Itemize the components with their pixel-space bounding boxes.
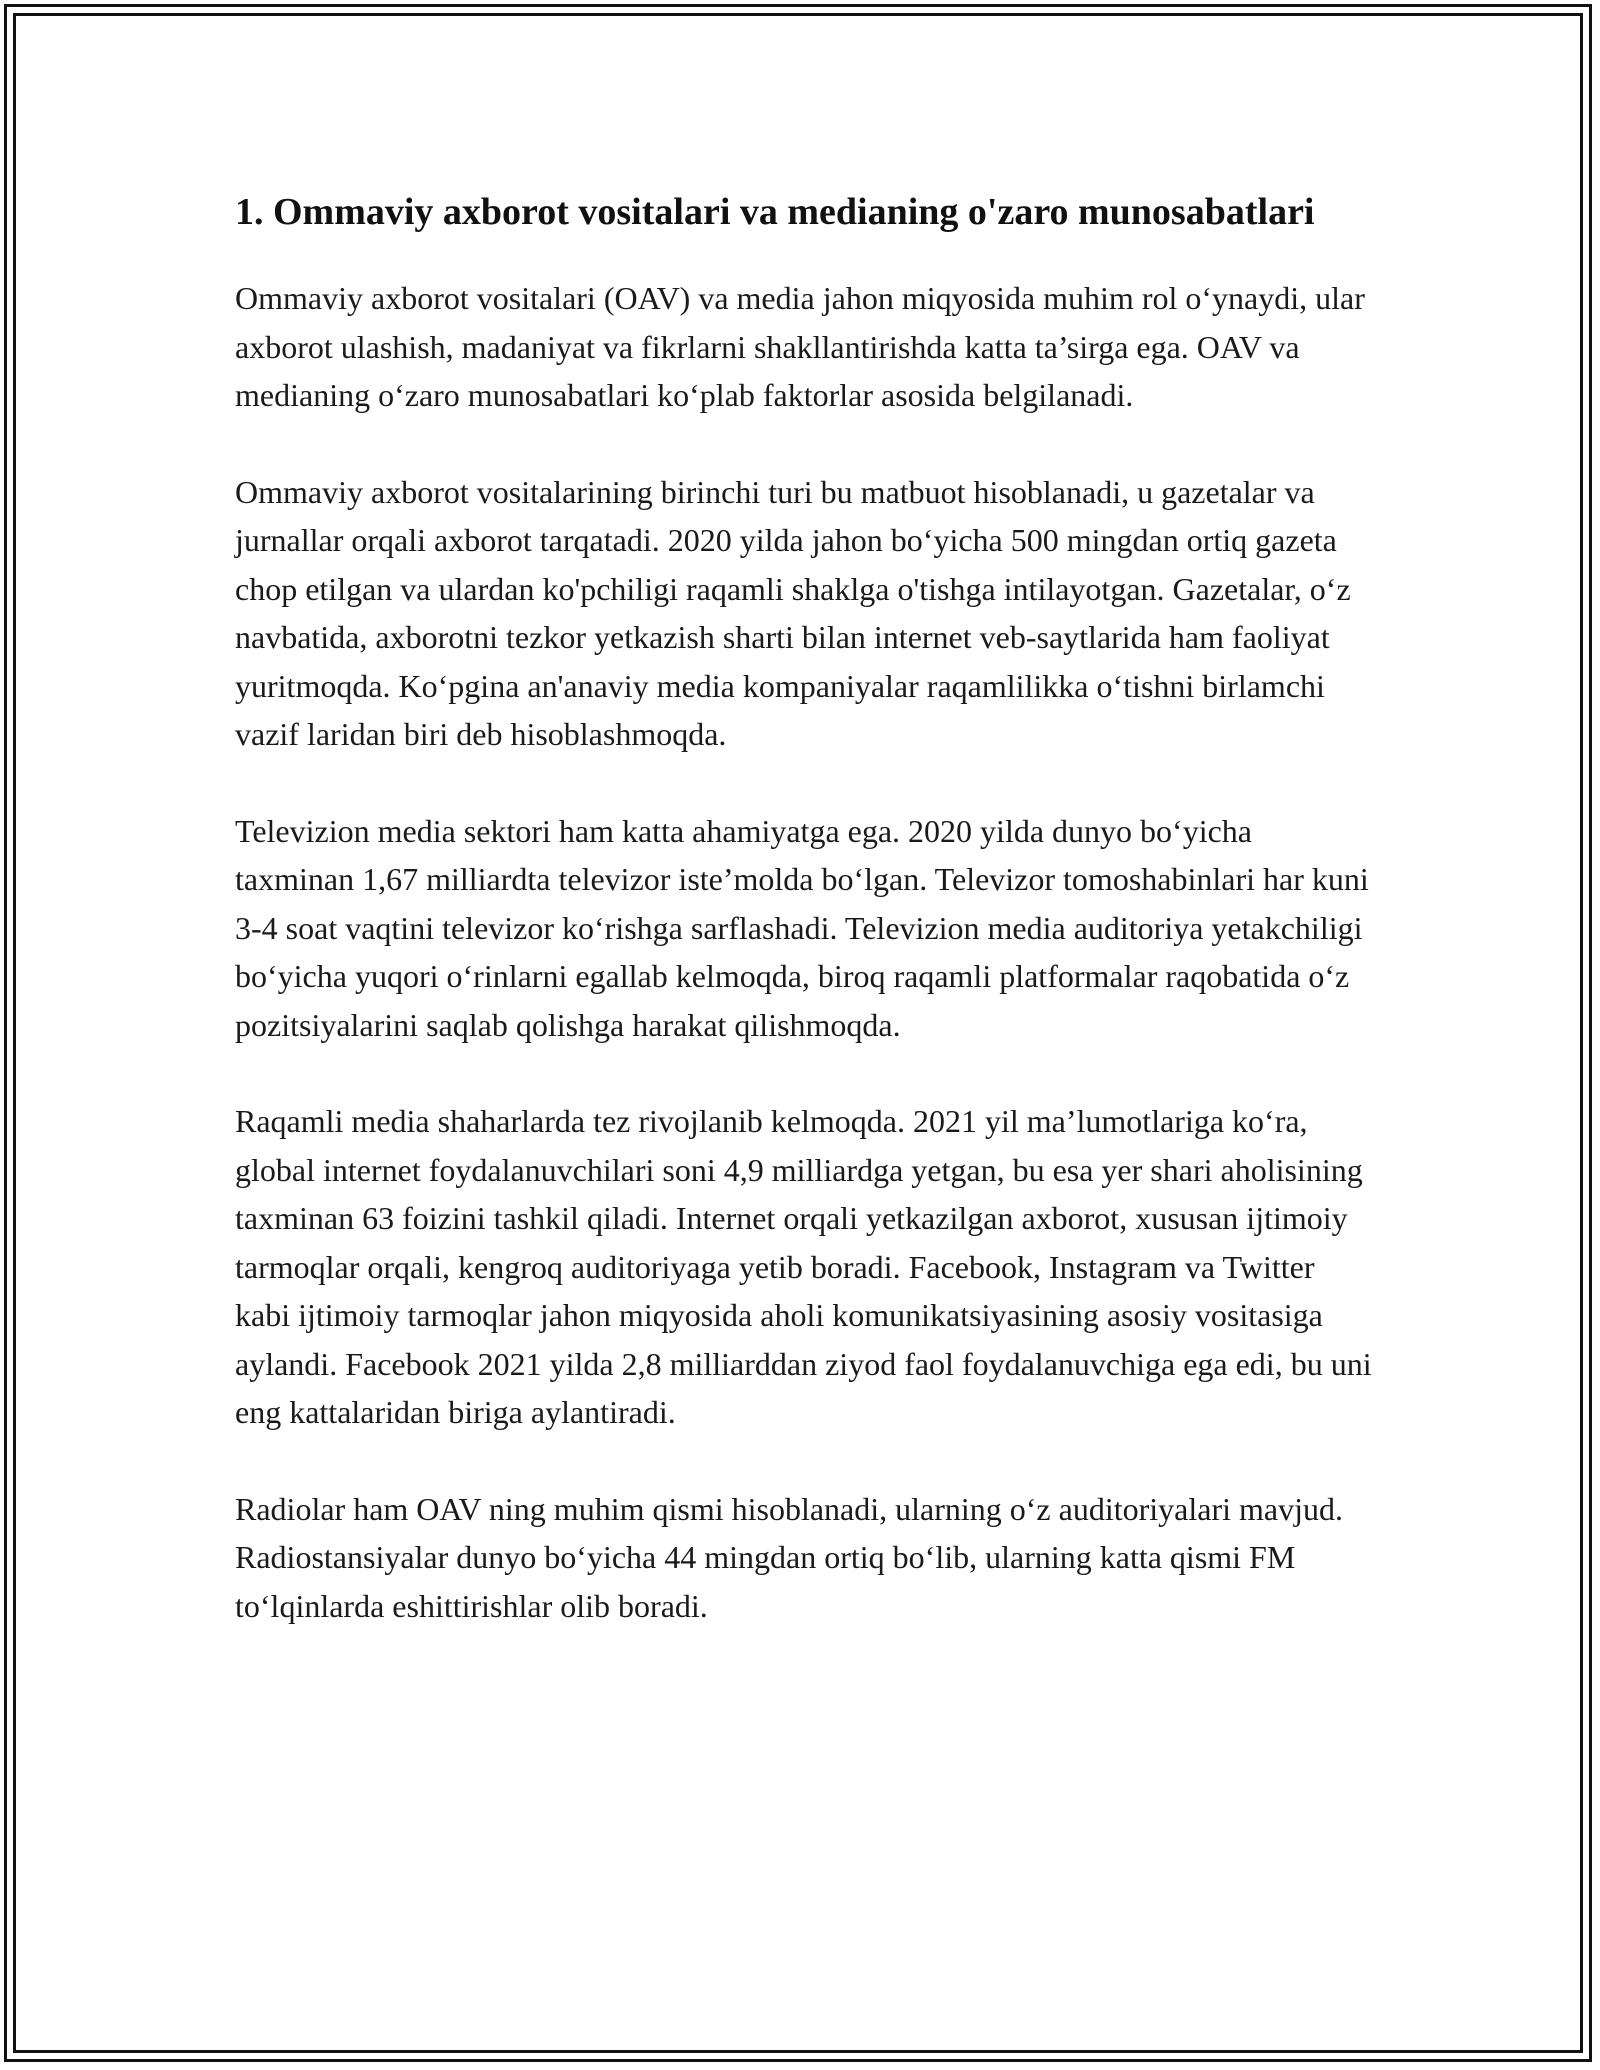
paragraph-television: Televizion media sektori ham katta ahamiyatga ega. 2020 yilda dunyo bo‘yicha taxminan 1,67 milliardta televizor iste’molda bo‘lgan. Televizor tomoshabinlari har kuni 3-4 soat vaqtini televizor ko‘rishga sarflashadi. Televizion media auditoriya yetakchiligi bo‘yicha yuqori o‘rinlarni egallab kelmoqda, biroq raqamli platformalar raqobatida o‘z pozitsiyalarini saqlab qolishga harakat qilishmoqda. bbox=[235, 812, 1369, 1043]
document-body bbox=[235, 185, 1375, 1678]
paragraph-print-media-intro: Ommaviy axborot vositalari (OAV) va media jahon miqyosida muhim rol o‘ynaydi, ular axborot ulashish, madaniyat va fikrlarni shakllantirishda katta ta’sirga ega. OAV va medianing o‘zaro munosabatlari ko‘plab faktorlar asosida belgilanadi. bbox=[235, 280, 1365, 413]
paragraph-radio: Radiolar ham OAV ning muhim qismi hisoblanadi, ularning o‘z auditoriyalari mavjud. Radiostansiyalar dunyo bo‘yicha 44 mingdan ortiq bo‘lib, ularning katta qismi FM to‘lqinlarda eshittirishlar olib boradi. bbox=[235, 1490, 1343, 1624]
document-title: 1. Ommaviy axborot vositalari va medianing o'zaro munosabatlari bbox=[235, 191, 1315, 233]
paragraph-press: Ommaviy axborot vositalarining birinchi turi bu matbuot hisoblanadi, u gazetalar va jurnallar orqali axborot tarqatadi. 2020 yilda jahon bo‘yicha 500 mingdan ortiq gazeta chop etilgan va ulardan ko'pchiligi raqamli shaklga o'tishga intilayotgan. Gazetalar, o‘z navbatida, axborotni tezkor yetkazish sharti bilan internet veb-saytlarida ham faoliyat yuritmoqda. Ko‘pgina an'anaviy media kompaniyalar raqamlilikka o‘tishni birlamchi vazif laridan biri deb hisoblashmoqda. bbox=[235, 473, 1351, 752]
paragraph-digital-media: Raqamli media shaharlarda tez rivojlanib kelmoqda. 2021 yil ma’lumotlariga ko‘ra, global internet foydalanuvchilari soni 4,9 milliardga yetgan, bu esa yer shari aholisining taxminan 63 foizini tashkil qiladi. Internet orqali yetkazilgan axborot, xususan ijtimoiy tarmoqlar orqali, kengroq auditoriyaga yetib boradi. Facebook, Instagram va Twitter kabi ijtimoiy tarmoqlar jahon miqyosida aholi komunikatsiyasining asosiy vositasiga aylandi. Facebook 2021 yilda 2,8 milliarddan ziyod faol foydalanuvchiga ega edi, bu uni eng kattalaridan biriga aylantiradi. bbox=[235, 1103, 1372, 1430]
